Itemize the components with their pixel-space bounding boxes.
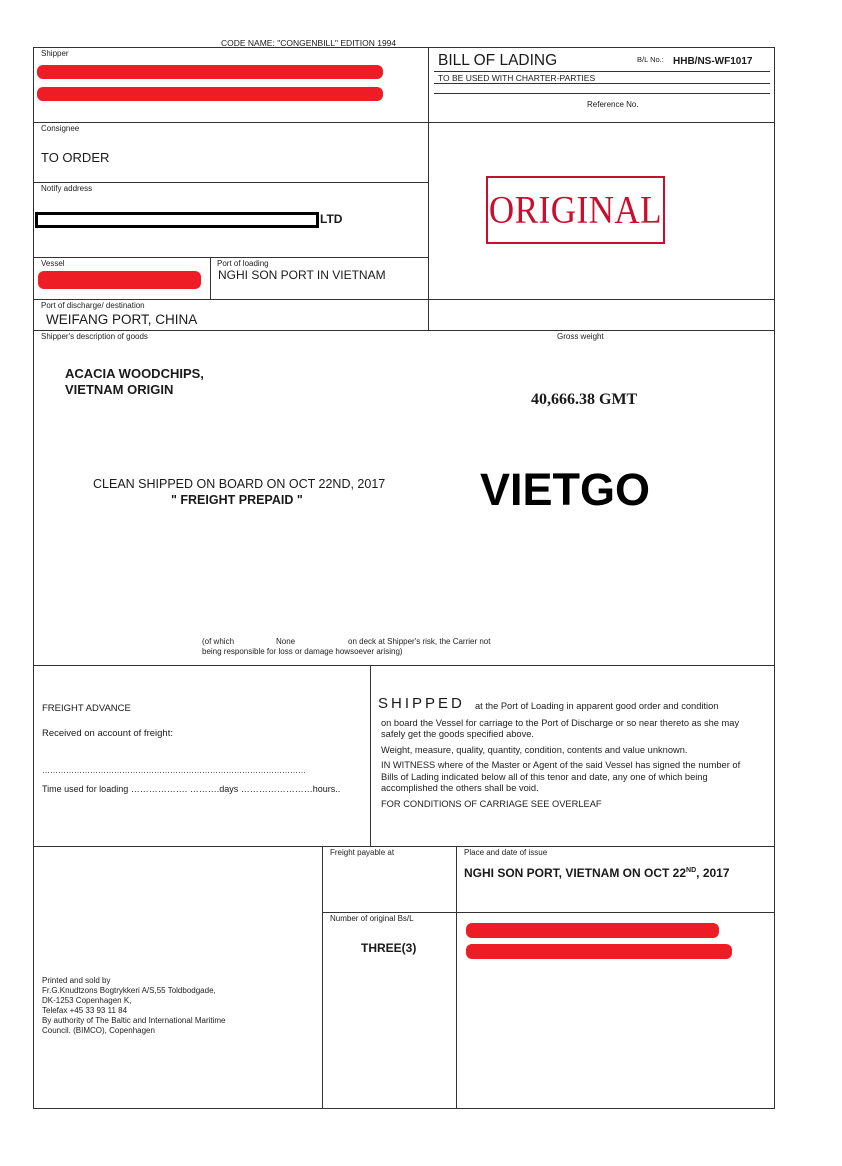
divider bbox=[33, 299, 775, 300]
divider bbox=[33, 257, 428, 258]
freight-dotted-line: ……………………………………………………………………………………… bbox=[42, 766, 306, 775]
freight-prepaid-text: " FREIGHT PREPAID " bbox=[171, 493, 303, 507]
document-title: BILL OF LADING bbox=[438, 52, 558, 69]
printer-line-2: Fr.G.Knudtzons Bogtrykkeri A/S,55 Toldbodgade, bbox=[42, 986, 216, 995]
notify-value: LTD bbox=[320, 212, 343, 226]
redaction-mark bbox=[37, 65, 383, 79]
consignee-label: Consignee bbox=[41, 124, 80, 133]
divider bbox=[428, 47, 429, 331]
bl-no-value: HHB/NS-WF1017 bbox=[673, 56, 753, 67]
shipped-line-2: on board the Vessel for carriage to the Port of Discharge or so near thereto as she may bbox=[381, 718, 740, 728]
divider bbox=[434, 71, 770, 72]
original-stamp-text: ORIGINAL bbox=[488, 187, 663, 232]
freight-advance-label: FREIGHT ADVANCE bbox=[42, 703, 131, 714]
redaction-mark bbox=[466, 923, 719, 938]
divider bbox=[33, 665, 775, 666]
bl-no-label: B/L No.: bbox=[637, 55, 664, 64]
divider bbox=[456, 846, 457, 1109]
divider bbox=[33, 330, 775, 331]
issue-value-sup: ND bbox=[686, 867, 697, 874]
printer-line-5: By authority of The Baltic and International Maritime bbox=[42, 1016, 226, 1025]
deck-none: None bbox=[276, 637, 296, 646]
gross-weight-value: 40,666.38 GMT bbox=[531, 391, 638, 408]
redaction-mark bbox=[37, 87, 383, 101]
code-name: CODE NAME: "CONGENBILL" EDITION 1994 bbox=[221, 38, 397, 48]
printer-line-6: Council. (BIMCO), Copenhagen bbox=[42, 1026, 155, 1035]
divider bbox=[33, 122, 775, 123]
shipped-line-3: safely get the goods specified above. bbox=[381, 729, 534, 739]
shipped-line-7: accomplished the others shall be void. bbox=[381, 783, 539, 793]
vessel-label: Vessel bbox=[41, 259, 65, 268]
port-loading-label: Port of loading bbox=[217, 259, 269, 268]
deck-suffix: on deck at Shipper's risk, the Carrier not bbox=[348, 637, 491, 646]
redaction-mark bbox=[38, 271, 201, 289]
redaction-box bbox=[35, 212, 319, 228]
port-loading-value: NGHI SON PORT IN VIETNAM bbox=[218, 268, 386, 282]
originals-value: THREE(3) bbox=[361, 941, 417, 955]
redaction-mark bbox=[466, 944, 732, 959]
divider bbox=[434, 93, 770, 94]
notify-label: Notify address bbox=[41, 184, 93, 193]
freight-received-label: Received on account of freight: bbox=[42, 728, 173, 739]
document-subtitle: TO BE USED WITH CHARTER-PARTIES bbox=[438, 73, 596, 83]
printer-line-1: Printed and sold by bbox=[42, 976, 111, 985]
freight-payable-label: Freight payable at bbox=[330, 848, 395, 857]
goods-line-1: ACACIA WOODCHIPS, bbox=[65, 366, 204, 381]
clean-shipped-text: CLEAN SHIPPED ON BOARD ON OCT 22ND, 2017 bbox=[93, 477, 386, 491]
port-discharge-label: Port of discharge/ destination bbox=[41, 301, 145, 310]
shipped-line-6: Bills of Lading indicated below all of this tenor and date, any one of which being bbox=[381, 772, 708, 782]
divider bbox=[33, 846, 775, 847]
divider bbox=[33, 182, 428, 183]
shipped-line-8: FOR CONDITIONS OF CARRIAGE SEE OVERLEAF bbox=[381, 799, 602, 809]
port-discharge-value: WEIFANG PORT, CHINA bbox=[46, 312, 198, 327]
shipped-heading: SHIPPED bbox=[378, 695, 465, 712]
consignee-value: TO ORDER bbox=[41, 150, 110, 165]
divider bbox=[434, 83, 770, 84]
divider bbox=[322, 912, 775, 913]
goods-label: Shipper's description of goods bbox=[41, 332, 148, 341]
goods-line-2: VIETNAM ORIGIN bbox=[65, 382, 174, 397]
printer-line-4: Telefax +45 33 93 11 84 bbox=[42, 1006, 128, 1015]
gross-weight-label: Gross weight bbox=[557, 332, 604, 341]
originals-label: Number of original Bs/L bbox=[330, 914, 414, 923]
issue-value-main: NGHI SON PORT, VIETNAM ON OCT 22 bbox=[464, 866, 687, 880]
shipped-line-1: at the Port of Loading in apparent good order and condition bbox=[475, 701, 719, 711]
issue-label: Place and date of issue bbox=[464, 848, 548, 857]
shipped-line-5: IN WITNESS where of the Master or Agent of the said Vessel has signed the number of bbox=[381, 760, 741, 770]
divider bbox=[370, 665, 371, 846]
divider bbox=[210, 257, 211, 299]
divider bbox=[322, 846, 323, 1109]
issue-value bbox=[464, 866, 730, 880]
printer-line-3: DK-1253 Copenhagen K, bbox=[42, 996, 132, 1005]
deck-line-2: being responsible for loss or damage howsoever arising) bbox=[202, 647, 403, 656]
shipped-line-4: Weight, measure, quality, quantity, condition, contents and value unknown. bbox=[381, 745, 688, 755]
issue-value-year: , 2017 bbox=[696, 866, 730, 880]
watermark-vietgo: VIETGO bbox=[480, 464, 651, 515]
reference-label: Reference No. bbox=[587, 100, 639, 109]
shipper-label: Shipper bbox=[41, 49, 69, 58]
deck-prefix: (of which bbox=[202, 637, 235, 646]
original-stamp bbox=[486, 176, 665, 244]
time-used-loading: Time used for loading ………………. ……….days ……………………hours.. bbox=[42, 784, 341, 794]
